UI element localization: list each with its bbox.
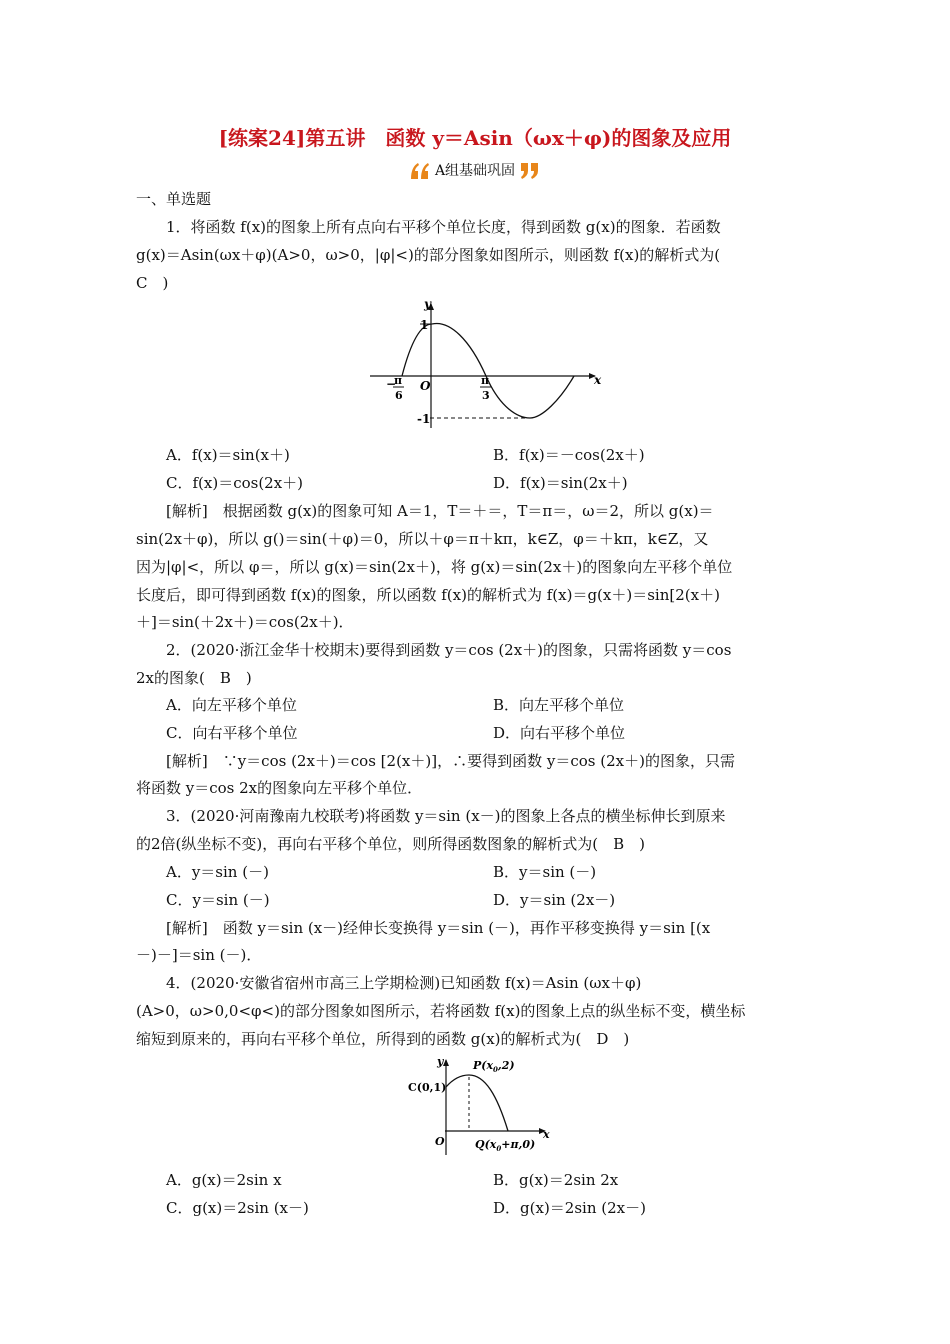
open-quote-icon xyxy=(410,162,430,180)
q3-option-b: B．y＝sin (－) xyxy=(493,863,597,881)
q1-line-1: 1．将函数 f(x)的图象上所有点向右平移个单位长度，得到函数 g(x)的图象．若函数 xyxy=(166,218,721,236)
q1-label-1: 1 xyxy=(420,318,429,332)
q1-line-3: C ) xyxy=(136,274,169,292)
q4-point-q: $Q(x_0+\pi,0)$ xyxy=(475,1138,536,1153)
q1-x-label: x xyxy=(594,373,602,387)
q1-line-2: g(x)＝Asin(ωx＋φ)(A>0，ω>0，|φ|<)的部分图象如图所示，则函数 f(x)的解析式为( xyxy=(136,246,721,264)
section-banner xyxy=(0,160,950,180)
q1-analysis-4: 长度后，即可得到函数 f(x)的图象，所以函数 f(x)的解析式为 f(x)＝g(x＋)＝sin[2(x＋) xyxy=(136,586,720,604)
q3-line-2: 的2倍(纵坐标不变)，再向右平移个单位，则所得函数图象的解析式为( B ) xyxy=(136,835,645,853)
q4-curve xyxy=(446,1075,508,1131)
q4-point-c: C(0,1) xyxy=(408,1081,447,1094)
q2-option-a: A．向左平移个单位 xyxy=(166,696,297,714)
q1-analysis-2: sin(2x＋φ)，所以 g()＝sin(＋φ)＝0，所以＋φ＝π＋kπ，k∈Z，φ＝＋kπ，k∈Z，又 xyxy=(136,530,709,548)
q3-analysis-2: －)－]＝sin (－)． xyxy=(136,946,262,964)
q3-option-d: D．y＝sin (2x－) xyxy=(493,891,616,909)
q1-option-b: B．f(x)＝－cos(2x＋) xyxy=(493,446,645,464)
q4-line-2: (A>0，ω>0,0<φ<)的部分图象如图所示，若将函数 f(x)的图象上点的纵坐标不变，横坐标 xyxy=(136,1002,746,1020)
q1-option-c: C．f(x)＝cos(2x＋) xyxy=(166,474,304,492)
q3-analysis-1: [解析] 函数 y＝sin (x－)经伸长变换得 y＝sin (－)，再作平移变换得 y＝sin [(x xyxy=(166,919,711,937)
section-heading: 一、单选题 xyxy=(136,190,212,208)
q1-analysis-1: [解析] 根据函数 g(x)的图象可知 A＝1，T＝＋＝，T＝π＝，ω＝2，所以 g(x)＝ xyxy=(166,502,714,520)
page-title: [练案24]第五讲 函数 y＝Asin（ωx＋φ)的图象及应用 xyxy=(218,126,732,150)
q1-curve xyxy=(402,323,574,418)
q1-option-a: A．f(x)＝sin(x＋) xyxy=(166,446,290,464)
q2-analysis-2: 将函数 y＝cos 2x的图象向左平移个单位． xyxy=(136,779,423,797)
q1-analysis-5: ＋]＝sin(＋2x＋)＝cos(2x＋)． xyxy=(136,613,354,631)
q4-y-label: y xyxy=(437,1055,444,1068)
q2-option-c: C．向右平移个单位 xyxy=(166,724,298,742)
q4-option-c: C．g(x)＝2sin (x－) xyxy=(166,1199,309,1217)
q2-analysis-1: [解析] ∵y＝cos (2x＋)＝cos [2(x＋)]，∴要得到函数 y＝cos (2x＋)的图象，只需 xyxy=(166,752,735,770)
q2-line-1: 2．(2020·浙江金华十校期末)要得到函数 y＝cos (2x＋)的图象，只需将函数 y＝cos xyxy=(166,641,732,659)
q1-label-minus1: -1 xyxy=(417,412,431,426)
q4-option-d: D．g(x)＝2sin (2x－) xyxy=(493,1199,646,1217)
banner-label: A组基础巩固 xyxy=(434,163,516,179)
q4-line-3: 缩短到原来的，再向右平移个单位，所得到的函数 g(x)的解析式为( D ) xyxy=(136,1030,630,1048)
q1-analysis-3: 因为|φ|<，所以 φ＝，所以 g(x)＝sin(2x＋)，将 g(x)＝sin(2x＋)的图象向左平移个单位 xyxy=(136,558,733,576)
close-quote-icon xyxy=(520,162,540,180)
q3-line-1: 3．(2020·河南豫南九校联考)将函数 y＝sin (x－)的图象上各点的横坐标伸长到原来 xyxy=(166,807,726,825)
q1-left-num: π xyxy=(394,374,403,387)
q1-right-den: 3 xyxy=(482,389,490,402)
q1-y-label: y xyxy=(424,300,431,311)
q4-x-label: x xyxy=(543,1128,550,1141)
q1-origin: O xyxy=(420,379,431,393)
q4-line-1: 4．(2020·安徽省宿州市高三上学期检测)已知函数 f(x)＝Asin (ωx＋φ) xyxy=(166,974,642,992)
q2-option-b: B．向左平移个单位 xyxy=(493,696,625,714)
q4-point-p: $P(x_0,2)$ xyxy=(473,1059,515,1074)
q1-left-den: 6 xyxy=(395,389,403,402)
q4-option-b: B．g(x)＝2sin 2x xyxy=(493,1171,619,1189)
q1-sine-graph xyxy=(360,300,610,430)
q2-line-2: 2x的图象( B ) xyxy=(136,669,252,687)
q1-right-num: π xyxy=(481,374,490,387)
q2-option-d: D．向右平移个单位 xyxy=(493,724,626,742)
q3-option-a: A．y＝sin (－) xyxy=(166,863,269,881)
q4-sine-graph xyxy=(405,1055,565,1160)
q3-option-c: C．y＝sin (－) xyxy=(166,891,270,909)
q1-option-d: D．f(x)＝sin(2x＋) xyxy=(493,474,628,492)
q1-neg-sign: − xyxy=(386,377,397,391)
q4-origin: O xyxy=(435,1135,445,1148)
q4-option-a: A．g(x)＝2sin x xyxy=(166,1171,282,1189)
